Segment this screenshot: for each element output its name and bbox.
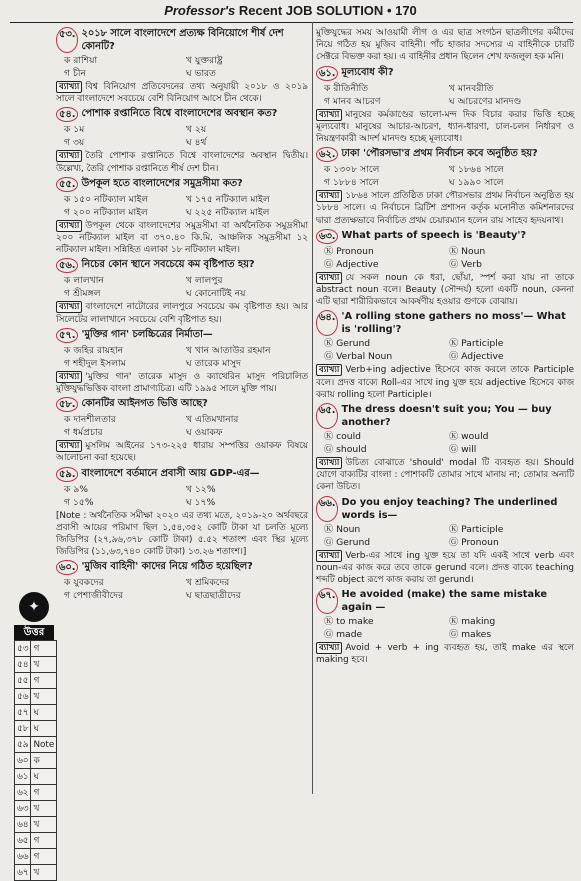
option: খ ১৭৫ নটিক্যাল মাইল (186, 193, 270, 205)
option: খ লালপুর (186, 275, 223, 287)
option: Ⓚ making (449, 616, 496, 628)
answer-question-number: ৫৮ (15, 721, 31, 737)
question-number: ৫৩. (56, 27, 78, 53)
answer-letter: খ (31, 657, 57, 673)
option: গ ৩য় (64, 137, 85, 149)
question-q55 (56, 177, 308, 192)
column-divider (312, 22, 313, 794)
option: গ ধর্মপ্রচার (64, 427, 103, 439)
option: খ শ্রমিকদের (186, 577, 230, 589)
answer-question-number: ৬০ (15, 753, 31, 769)
option: ক রাশিয়া (64, 55, 98, 66)
question-text: উপকূল হতে বাংলাদেশের সমুদ্রসীমা কত? (81, 177, 243, 189)
question-q53 (56, 27, 308, 53)
question-q62 (316, 147, 574, 162)
answer-row (15, 753, 57, 769)
answer-letter: গ (31, 833, 57, 849)
question-number: ৫৯. (56, 467, 78, 482)
explanation-text: মানুষের কর্মকাণ্ডের ভালো-মন্দ দিক বিচার করার ভিত্তি হচ্ছে মূল্যবোধ। মানুষের আচার-আচরণ, ধ্যান-ধারণা, চাল-চলন নির্ধারণ ও নিয়ন্ত্রণকারী আদর্শ মানদণ্ড হচ্ছে মূল্যবোধ। (316, 109, 574, 145)
option: ক জহির রায়হান (64, 344, 124, 356)
question-q60 (56, 560, 308, 575)
option: Ⓚ Pronoun (324, 245, 374, 257)
options-q60 (56, 576, 308, 602)
explanation-label: ব্যাখ্যা (316, 642, 342, 654)
question-q61 (316, 66, 574, 81)
explanation-label: ব্যাখ্যা (316, 272, 342, 284)
answer-question-number: ৬৪ (15, 817, 31, 833)
option: গ পেশাজীবীদের (64, 590, 124, 602)
options-q57 (56, 344, 308, 370)
option: খ ১৮৬৪ সালে (449, 164, 505, 176)
option: ক ১৫০ নটিক্যাল মাইল (64, 193, 149, 205)
options-q67 (316, 615, 574, 641)
explanation-q66 (316, 550, 574, 587)
explanation-q54 (56, 150, 308, 174)
question-text: বাংলাদেশে বর্তমানে প্রবাসী আয় GDP-এর— (81, 467, 260, 479)
question-text: ঢাকা 'পৌরসভা'র প্রথম নির্বাচন কবে অনুষ্ঠিত হয়? (341, 148, 538, 160)
page-number: • 170 (386, 3, 417, 18)
question-text: The dress doesn't suit you; You — buy another? (341, 404, 552, 429)
option: ঘ তারেক মাসুদ (186, 357, 241, 369)
answer-letter: খ (31, 689, 57, 705)
question-text: Do you enjoy teaching? The underlined words is— (341, 496, 558, 521)
question-text: 'মুক্তির গান' চলচ্চিত্রের নির্মাতা— (81, 328, 213, 340)
explanation-text: 'মুক্তির গান' তারেক মাসুদ ও ক্যাথেরিন মাসুদ পরিচালিত মুক্তিযুদ্ধভিত্তিক বাংলা প্রামাণ্যচিত্র। এটি ১৯৯৫ সালে মুক্তি পায়। (56, 371, 308, 395)
explanation-label: ব্যাখ্যা (56, 81, 82, 93)
option: ক ১৩০৮ সালে (324, 164, 380, 176)
option: ঘ ভারত (186, 68, 217, 79)
option: ঘ ওয়াকফ (186, 427, 223, 439)
option: ঘ ১৯৯০ সালে (449, 177, 504, 189)
options-q65 (316, 430, 574, 456)
question-q64 (316, 310, 574, 336)
options-q53 (56, 54, 308, 80)
explanation-label: ব্যাখ্যা (56, 150, 82, 162)
option: খ মানবরীতি (449, 82, 494, 94)
answer-row (15, 817, 57, 833)
answer-question-number: ৬৬ (15, 849, 31, 865)
question-number: ৫৪. (56, 107, 78, 122)
option: গ চীন (64, 68, 87, 79)
explanation-text: তৈরি পোশাক রপ্তানিতে বিশ্বে বাংলাদেশের অবস্থান দ্বিতীয়। উল্লেখ্য, তৈরি পোশাক রপ্তানিতে শীর্ষ দেশ চীন। (56, 151, 308, 174)
answer-row (15, 801, 57, 817)
option: ক দানশীলতার (64, 414, 116, 426)
answer-letter: Note (31, 737, 57, 753)
question-text: কোনটির আইনগত ভিত্তি আছে? (81, 398, 208, 410)
option: খ যুক্তরাষ্ট্র (186, 55, 223, 66)
explanation-q57 (56, 371, 308, 395)
note-q59: [Note : অর্থনৈতিক সমীক্ষা ২০২০ এর তথ্য মতে, ২০১৯-২০ অর্থবছরে প্রবাসী আয়ের পরিমাণ ছিল ১,৫৪,৩৫২ কোটি টাকা যা চলতি মূল্যে জিডিপির (২৭,৯৬,৩৭৮ কোটি টাকা) ৫.৫২ শতাংশ এবং স্থির মূল্যে জিডিপির (১১,৬৩,৭৪০ কোটি টাকা) ১৩.২৬ শতাংশ।] (56, 510, 308, 558)
option: ঘ ছাত্রছাত্রীদের (186, 590, 241, 602)
explanation-q65 (316, 457, 574, 494)
options-q59 (56, 483, 308, 509)
answer-box (14, 592, 54, 881)
answer-row (15, 737, 57, 753)
options-q64 (316, 337, 574, 363)
explanation-text: উচিত্য বোঝাতে 'should' modal টি ব্যবহৃত হয়। Should যোগে বাক্যটির বাংলা : পোশাকটি তোমার সাথে মানায় না; তোমার অন্যটি কেনা উচিত। (316, 458, 574, 493)
question-number: ৬৬. (316, 496, 338, 522)
question-text: ২০১৮ সালে বাংলাদেশে প্রত্যক্ষ বিনিয়োগে শীর্ষ দেশ কোনটি? (81, 28, 284, 52)
question-number: ৬২. (316, 147, 338, 162)
left-column (56, 26, 308, 796)
option: Ⓚ Noun (324, 523, 361, 535)
answer-row (15, 721, 57, 737)
question-number: ৬৭. (316, 588, 338, 614)
header-rule (10, 22, 573, 23)
options-q56 (56, 274, 308, 300)
option: Ⓚ could (324, 431, 361, 443)
answer-question-number: ৬২ (15, 785, 31, 801)
option: Ⓖ should (324, 444, 367, 456)
option: Ⓖ Pronoun (449, 536, 499, 548)
explanation-60-continued: মুক্তিযুদ্ধের সময় আওয়ামী লীগ ও এর ছাত্র সংগঠন ছাত্রলীগের কর্মীদের নিয়ে গঠিত হয় মুজিব বাহিনী। পাঁচ হাজার সদস্যের এ বাহিনীকে চারটি সেক্টরে বিভক্ত করা হয়। এ বাহিনীর প্রধান ছিলেন শেখ ফজলুল হক মনি। (316, 28, 574, 63)
book-title: Recent JOB SOLUTION (238, 3, 384, 18)
options-q55 (56, 193, 308, 219)
explanation-text: যে সকল noun কে ধরা, ছোঁয়া, স্পর্শ করা যায় না তাকে abstract noun বলে। Beauty (সৌন্দর্য) হলো একটি noun, কেননা এটি ছারা শারীরিকভাবে আকর্ষণীয় হওয়ার গুণকে বোঝায়। (316, 272, 574, 308)
question-q57 (56, 328, 308, 343)
answer-question-number: ৫৫ (15, 673, 31, 689)
options-q63 (316, 245, 574, 271)
question-number: ৫৭. (56, 328, 78, 343)
answer-question-number: ৫৯ (15, 737, 31, 753)
question-text: পোশাক রপ্তানিতে বিশ্বে বাংলাদেশের অবস্থান কত? (81, 108, 278, 120)
option: ঘ আচরণের মানদণ্ড (449, 95, 522, 107)
option: ঘ কোনোটিই নয় (186, 288, 246, 300)
answer-letter: গ (31, 641, 57, 657)
answer-row (15, 769, 57, 785)
option: ক ৯% (64, 483, 89, 495)
option: Ⓚ Participle (449, 523, 504, 535)
option: গ ১৮৮৪ সালে (324, 177, 379, 189)
question-q56 (56, 258, 308, 273)
options-q58 (56, 413, 308, 439)
question-q58 (56, 397, 308, 412)
option: গ শ্রীমঙ্গল (64, 288, 101, 300)
option: খ খান আতাউর রহমান (186, 344, 271, 356)
explanation-q64 (316, 364, 574, 401)
option: Ⓖ Gerund (324, 536, 371, 548)
explanation-label: ব্যাখ্যা (316, 109, 342, 121)
explanation-q58 (56, 440, 308, 464)
explanation-q55 (56, 220, 308, 257)
answer-letter: গ (31, 673, 57, 689)
explanation-label: ব্যাখ্যা (56, 220, 82, 232)
explanation-text: Verb-এর সাথে ing যুক্ত হয়ে তা যদি একই সাথে verb এবং noun-এর কাজ করে তবে তাকে gerund বলে। প্রদত্ত বাক্যে teaching শব্দটি object রূপে কাজ করায় তা gerund। (316, 550, 574, 586)
options-q61 (316, 82, 574, 108)
question-number: ৬৪. (316, 310, 338, 336)
option: ক রীতিনীতি (324, 82, 369, 94)
question-number: ৫৫. (56, 177, 78, 192)
answer-row (15, 785, 57, 801)
answer-box-title: উত্তর (14, 625, 54, 640)
answer-letter: ঘ (31, 705, 57, 721)
explanation-text: ১৮৬৪ সালে প্রতিষ্ঠিত ঢাকা পৌরসভার প্রথম নির্বাচন অনুষ্ঠিত হয় ১৮৮৪ সালে। এ নির্বাচনে ব্রিটিশ প্রশাসন কর্তৃক মনোনীত কমিশনারদের দ্বারা প্রত্যক্ষভাবে নির্বাচিত প্রথম চেয়ারম্যান হলেন রায় সাহেব হৃদয়নাথ। (316, 191, 574, 226)
question-text: নিচের কোন স্থানে সবচেয়ে কম বৃষ্টিপাত হয়? (81, 259, 255, 271)
option: Ⓚ would (449, 431, 489, 443)
answer-letter: গ (31, 785, 57, 801)
explanation-label: ব্যাখ্যা (316, 550, 342, 562)
answer-letter: গ (31, 849, 57, 865)
answer-letter: ঘ (31, 769, 57, 785)
question-number: ৬৫. (316, 403, 338, 429)
answer-question-number: ৬৭ (15, 865, 31, 881)
explanation-label: ব্যাখ্যা (316, 190, 342, 202)
option: গ ১৫% (64, 496, 94, 508)
explanation-q61 (316, 109, 574, 146)
option: ক লালখান (64, 275, 104, 287)
question-text: He avoided (make) the same mistake again — (341, 589, 547, 614)
explanation-q56 (56, 301, 308, 325)
question-q67 (316, 588, 574, 614)
brand-name: Professor's (164, 3, 236, 18)
question-q65 (316, 403, 574, 429)
options-q62 (316, 163, 574, 189)
explanation-text: Avoid + verb + ing ব্যবহৃত হয়, তাই make এর স্থলে making হবে। (316, 643, 574, 666)
right-column (316, 26, 574, 796)
explanation-label: ব্যাখ্যা (56, 301, 82, 313)
explanation-label: ব্যাখ্যা (316, 364, 342, 376)
answer-letter: খ (31, 817, 57, 833)
option: খ এতিমখানার (186, 414, 239, 426)
option: Ⓖ will (449, 444, 477, 456)
option: Ⓚ to make (324, 616, 374, 628)
option: খ ১২% (186, 483, 216, 495)
explanation-label: ব্যাখ্যা (56, 371, 82, 383)
answer-question-number: ৫৩ (15, 641, 31, 657)
question-q59 (56, 467, 308, 482)
question-q66 (316, 496, 574, 522)
explanation-q62 (316, 190, 574, 227)
question-number: ৫৮. (56, 397, 78, 412)
explanation-text: মুসলিম আইনের ১৭৩-২২৫ ধারায় সম্পত্তির ওয়াকফ বিষয়ে আলোচনা করা হয়েছে। (56, 441, 308, 464)
explanation-text: বাংলাদেশে নাটোরের লালপুরে সবচেয়ে কম বৃষ্টিপাত হয়। আর সিলেটের লালাখানে সবচেয়ে বেশি বৃষ্টিপাত হয়। (56, 302, 308, 325)
explanation-q67 (316, 642, 574, 666)
answer-letter: ক (31, 753, 57, 769)
option: ঘ ৪র্থ (186, 137, 207, 149)
answer-row (15, 641, 57, 657)
explanation-label: ব্যাখ্যা (316, 457, 342, 469)
option: খ ২য় (186, 124, 207, 136)
explanation-label: ব্যাখ্যা (56, 440, 82, 452)
question-number: ৬০. (56, 560, 78, 575)
option: ঘ ১৭% (186, 496, 216, 508)
option: Ⓚ Noun (449, 245, 486, 257)
answer-question-number: ৫৪ (15, 657, 31, 673)
question-number: ৫৬. (56, 258, 78, 273)
option: গ শহীদুল ইসলাম (64, 357, 126, 369)
answer-letter: খ (31, 865, 57, 881)
option: গ মানব আচরণ (324, 95, 381, 107)
option: Ⓖ Adjective (449, 351, 504, 363)
answer-row (15, 865, 57, 881)
answer-row (15, 705, 57, 721)
option: ঘ ২২৫ নটিক্যাল মাইল (186, 206, 270, 218)
option: Ⓖ Adjective (324, 258, 379, 270)
option: Ⓚ Gerund (324, 338, 371, 350)
option: Ⓖ made (324, 629, 363, 641)
explanation-text: বিশ্ব বিনিয়োগ প্রতিবেদনের তথ্য অনুযায়ী ২০১৮ ও ২০১৯ সালে বাংলাদেশে সবচেয়ে বেশি বিনিয়োগ আসে চীন থেকে। (56, 82, 308, 105)
answer-row (15, 833, 57, 849)
option: ক যুবকদের (64, 577, 104, 589)
answer-question-number: ৬১ (15, 769, 31, 785)
answer-question-number: ৬৫ (15, 833, 31, 849)
answer-letter: খ (31, 801, 57, 817)
question-number: ৬৩. (316, 229, 338, 244)
question-q54 (56, 107, 308, 122)
answer-table (14, 640, 57, 881)
page-header (0, 0, 581, 22)
option: Ⓚ Participle (449, 338, 504, 350)
answer-row (15, 673, 57, 689)
option: গ ২০০ নটিক্যাল মাইল (64, 206, 148, 218)
options-q54 (56, 123, 308, 149)
answer-letter: ঘ (31, 721, 57, 737)
question-text: 'A rolling stone gathers no moss'— What is 'rolling'? (341, 311, 566, 336)
explanation-text: Verb+ing adjective হিসেবে কাজ করলে তাকে Participle বলে। প্রদত্ত বাক্যে Roll-এর সাথে ing যুক্ত হয়ে adjective হিসেবে কাজ করায় rolling হলো Participle। (316, 365, 574, 400)
answer-question-number: ৫৭ (15, 705, 31, 721)
option: Ⓖ makes (449, 629, 492, 641)
option: ক ১ম (64, 124, 85, 136)
explanation-q63 (316, 272, 574, 309)
question-text: মূল্যবোধ কী? (341, 66, 394, 78)
explanation-text: উপকূল থেকে বাংলাদেশের সমুদ্রসীমা বা অর্থনৈতিক সমুদ্রসীমা ২০০ নটিক্যাল মাইল বা ৩৭০.৪০ কি.মি. আঞ্চলিক সমুদ্রসীমা ১২ নটিক্যাল মাইল। সন্নিহিত এলাকা ১৮ নটিক্যাল মাইল। (56, 220, 308, 256)
question-q63 (316, 229, 574, 244)
publisher-logo-icon: ✦ (19, 592, 49, 622)
option: Ⓖ Verb (449, 258, 482, 270)
question-number: ৬১. (316, 66, 338, 81)
answer-question-number: ৬৩ (15, 801, 31, 817)
options-q66 (316, 523, 574, 549)
option: Ⓖ Verbal Noun (324, 351, 393, 363)
answer-row (15, 689, 57, 705)
answer-row (15, 849, 57, 865)
question-text: 'মুজিব বাহিনী' কাদের নিয়ে গঠিত হয়েছিল? (81, 561, 253, 573)
question-text: What parts of speech is 'Beauty'? (341, 229, 527, 241)
answer-question-number: ৫৬ (15, 689, 31, 705)
explanation-q53 (56, 81, 308, 105)
answer-row (15, 657, 57, 673)
